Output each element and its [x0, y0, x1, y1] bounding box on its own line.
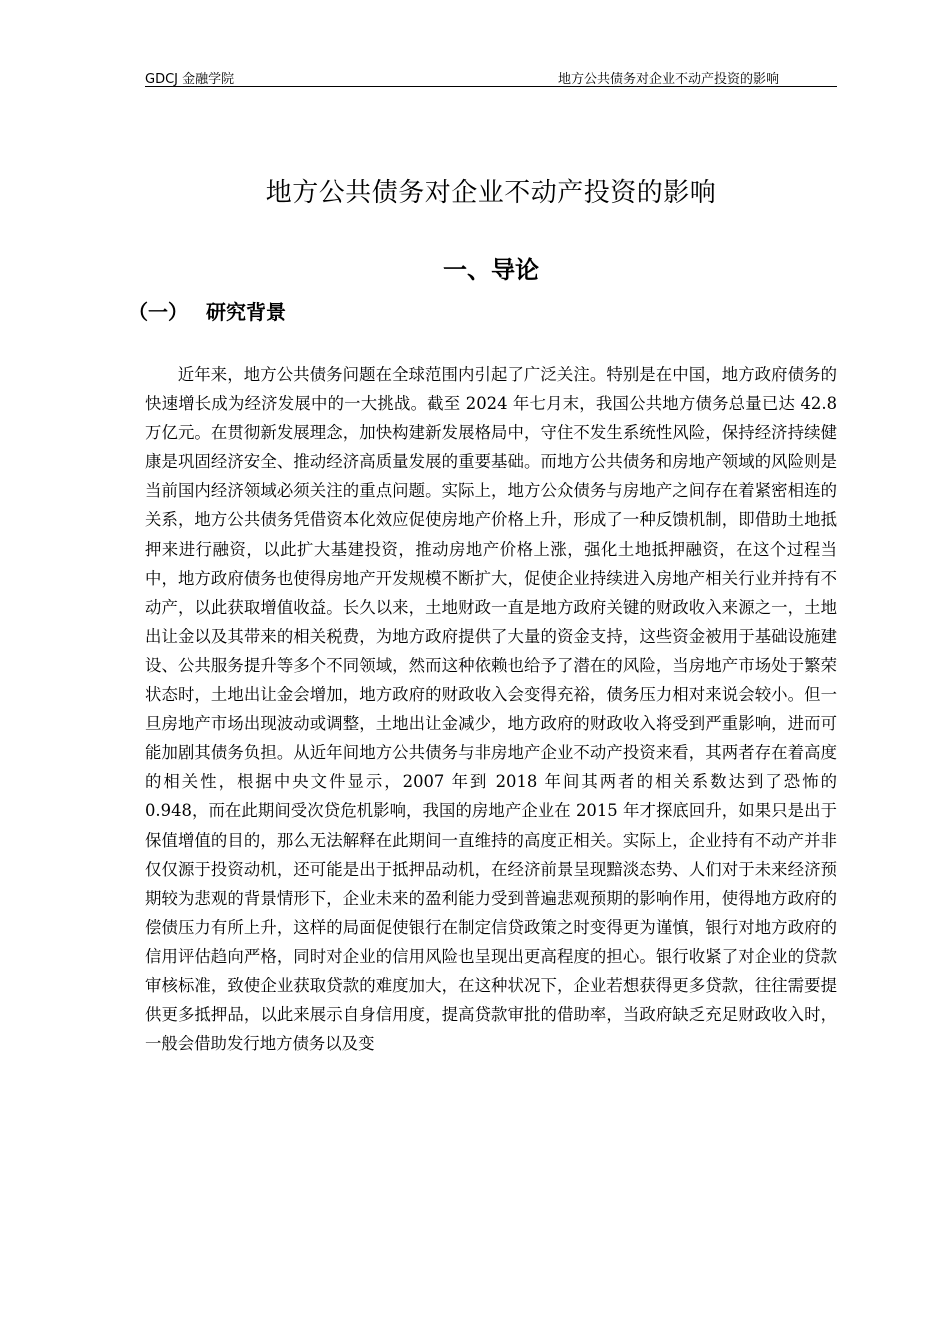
header-institution: GDCJ 金融学院	[145, 72, 235, 87]
subsection-title: 研究背景	[206, 300, 286, 324]
subsection-number: （一）	[128, 300, 188, 324]
body-paragraph: 近年来，地方公共债务问题在全球范围内引起了广泛关注。特别是在中国，地方政府债务的快速增长成为经济发展中的一大挑战。截至 2024 年七月末，我国公共地方债务总量已达 42.8 万亿元。在贯彻新发展理念，加快构建新发展格局中，守住不发生系统性风险，保持经济持续健康是巩固经济安全、推动经济高质量发展的重要基础。而地方公共债务和房地产领域的风险则是当前国内经济领域必须关注的重点问题。实际上，地方公众债务与房地产之间存在着紧密相连的关系，地方公共债务凭借资本化效应促使房地产价格上升，形成了一种反馈机制，即借助土地抵押来进行融资，以此扩大基建投资，推动房地产价格上涨，强化土地抵押融资，在这个过程当中，地方政府债务也使得房地产开发规模不断扩大，促使企业持续进入房地产相关行业并持有不动产，以此获取增值收益。长久以来，土地财政一直是地方政府关键的财政收入来源之一，土地出让金以及其带来的相关税费，为地方政府提供了大量的资金支持，这些资金被用于基础设施建设、公共服务提升等多个不同领域，然而这种依赖也给予了潜在的风险，当房地产市场处于繁荣状态时，土地出让金会增加，地方政府的财政收入会变得充裕，债务压力相对来说会较小。但一旦房地产市场出现波动或调整，土地出让金减少，地方政府的财政收入将受到严重影响，进而可能加剧其债务负担。从近年间地方公共债务与非房地产企业不动产投资来看，其两者存在着高度的相关性，根据中央文件显示，2007 年到 2018 年间其两者的相关系数达到了恐怖的 0.948，而在此期间受次贷危机影响，我国的房地产企业在 2015 年才探底回升，如果只是出于保值增值的目的，那么无法解释在此期间一直维持的高度正相关。实际上，企业持有不动产并非仅仅源于投资动机，还可能是出于抵押品动机，在经济前景呈现黯淡态势、人们对于未来经济预期较为悲观的背景情形下，企业未来的盈利能力受到普遍悲观预期的影响作用，使得地方政府的偿债压力有所上升，这样的局面促使银行在制定信贷政策之时变得更为谨慎，银行对地方政府的信用评估趋向严格，同时对企业的信用风险也呈现出更高程度的担心。银行收紧了对企业的贷款审核标准，致使企业获取贷款的难度加大，在这种状况下，企业若想获得更多贷款，往往需要提供更多抵押品，以此来展示自身信用度，提高贷款审批的借助率，当政府缺乏充足财政收入时，一般会借助发行地方债务以及变	[145, 365, 837, 1054]
header-paper-title: 地方公共债务对企业不动产投资的影响	[557, 72, 779, 87]
section-heading: 一、导论	[443, 255, 539, 284]
paper-title: 地方公共债务对企业不动产投资的影响	[265, 178, 717, 209]
subsection-heading	[128, 296, 286, 325]
page-header	[145, 66, 837, 87]
